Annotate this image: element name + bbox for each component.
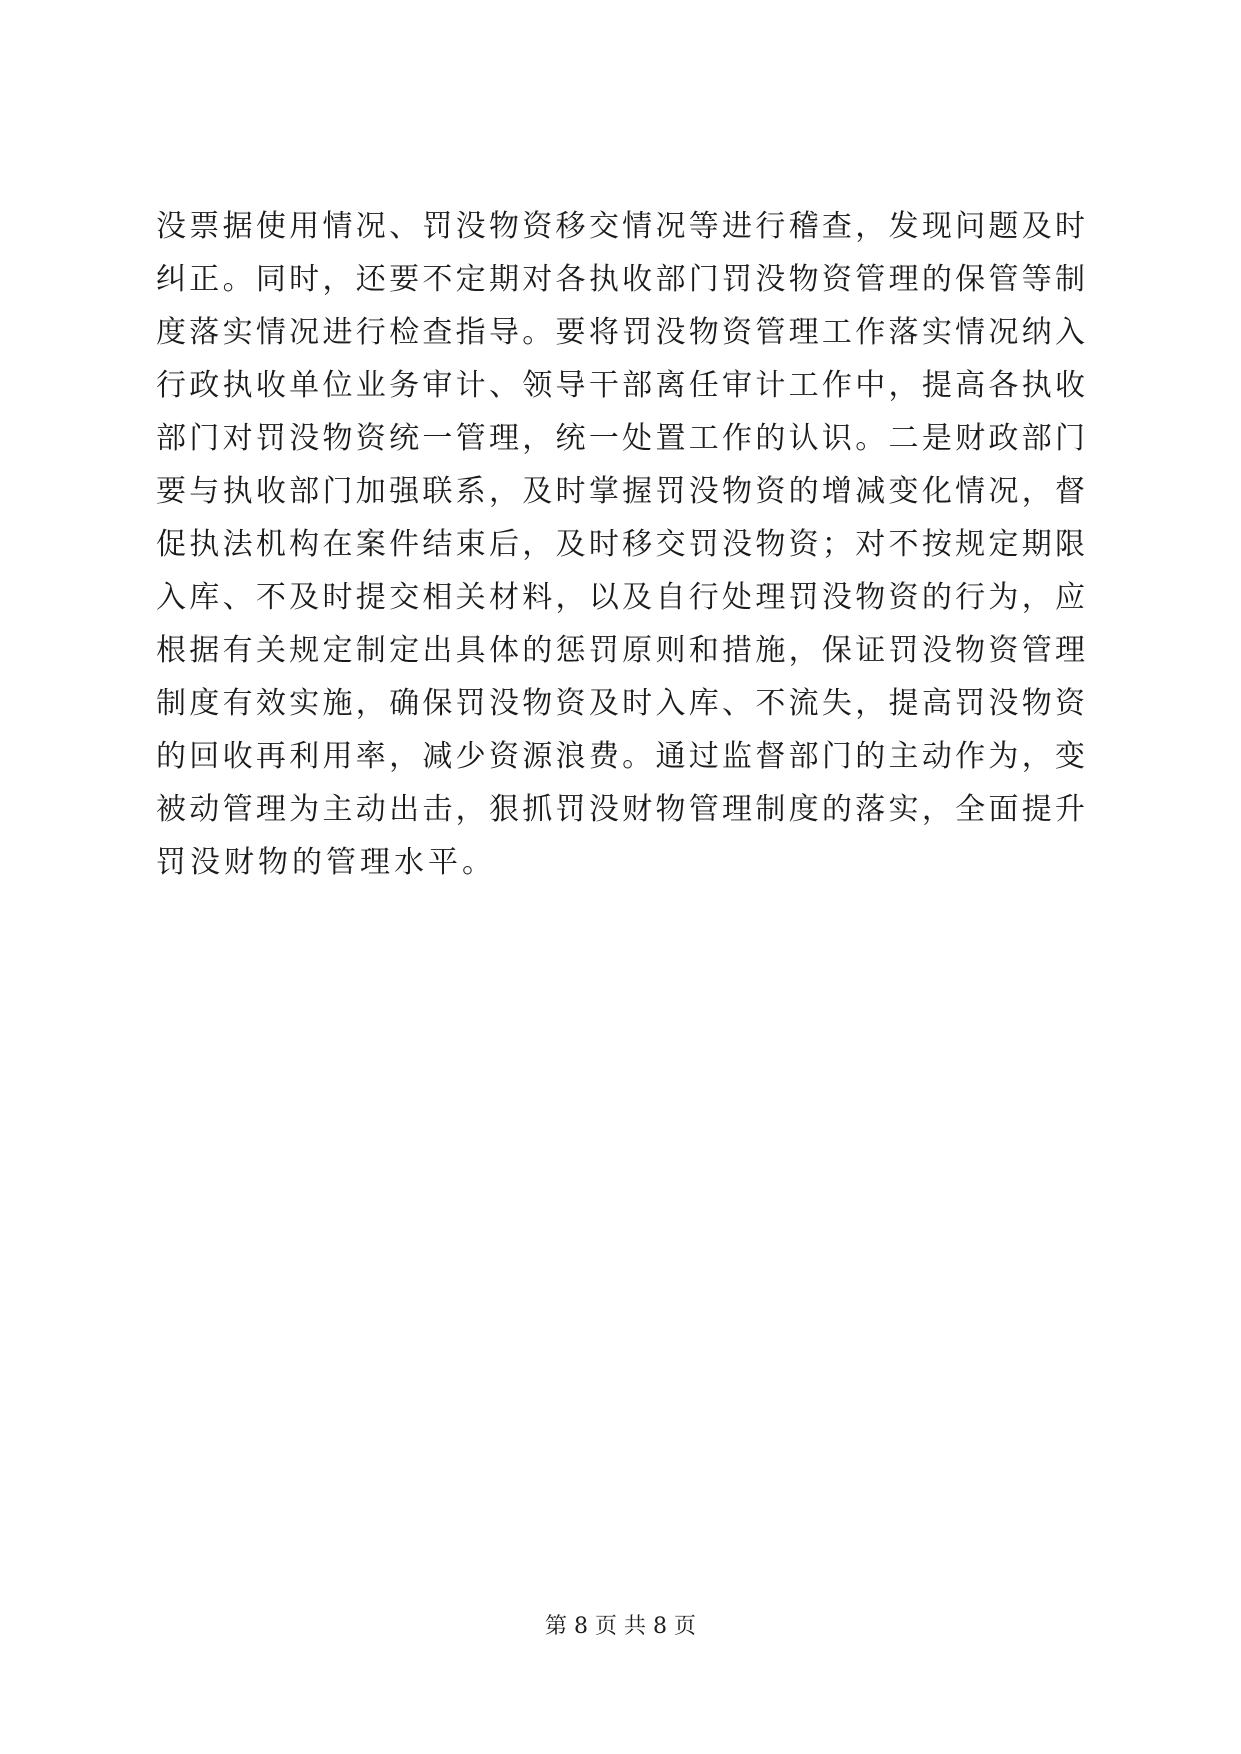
paragraph-line: 纠正。同时，还要不定期对各执收部门罚没物资管理的保管等制 bbox=[156, 262, 1086, 297]
paragraph-line-last: 罚没财物的管理水平。 bbox=[156, 845, 496, 880]
paragraph-line: 部门对罚没物资统一管理，统一处置工作的认识。二是财政部门 bbox=[156, 421, 1086, 456]
paragraph-line: 根据有关规定制定出具体的惩罚原则和措施，保证罚没物资管理 bbox=[156, 633, 1086, 668]
paragraph-line: 入库、不及时提交相关材料，以及自行处理罚没物资的行为，应 bbox=[156, 580, 1086, 615]
paragraph-line: 没票据使用情况、罚没物资移交情况等进行稽查，发现问题及时 bbox=[156, 209, 1086, 244]
paragraph-line: 要与执收部门加强联系，及时掌握罚没物资的增减变化情况，督 bbox=[156, 474, 1086, 509]
paragraph-line: 被动管理为主动出击，狠抓罚没财物管理制度的落实，全面提升 bbox=[156, 792, 1086, 827]
page-number-footer: 第 8 页 共 8 页 bbox=[545, 1614, 696, 1639]
paragraph-line: 度落实情况进行检查指导。要将罚没物资管理工作落实情况纳入 bbox=[156, 315, 1086, 350]
body-paragraph bbox=[156, 200, 1086, 889]
paragraph-line: 行政执收单位业务审计、领导干部离任审计工作中，提高各执收 bbox=[156, 368, 1086, 403]
paragraph-line: 的回收再利用率，减少资源浪费。通过监督部门的主动作为，变 bbox=[156, 739, 1086, 774]
paragraph-line: 促执法机构在案件结束后，及时移交罚没物资；对不按规定期限 bbox=[156, 527, 1086, 562]
paragraph-line: 制度有效实施，确保罚没物资及时入库、不流失，提高罚没物资 bbox=[156, 686, 1086, 721]
